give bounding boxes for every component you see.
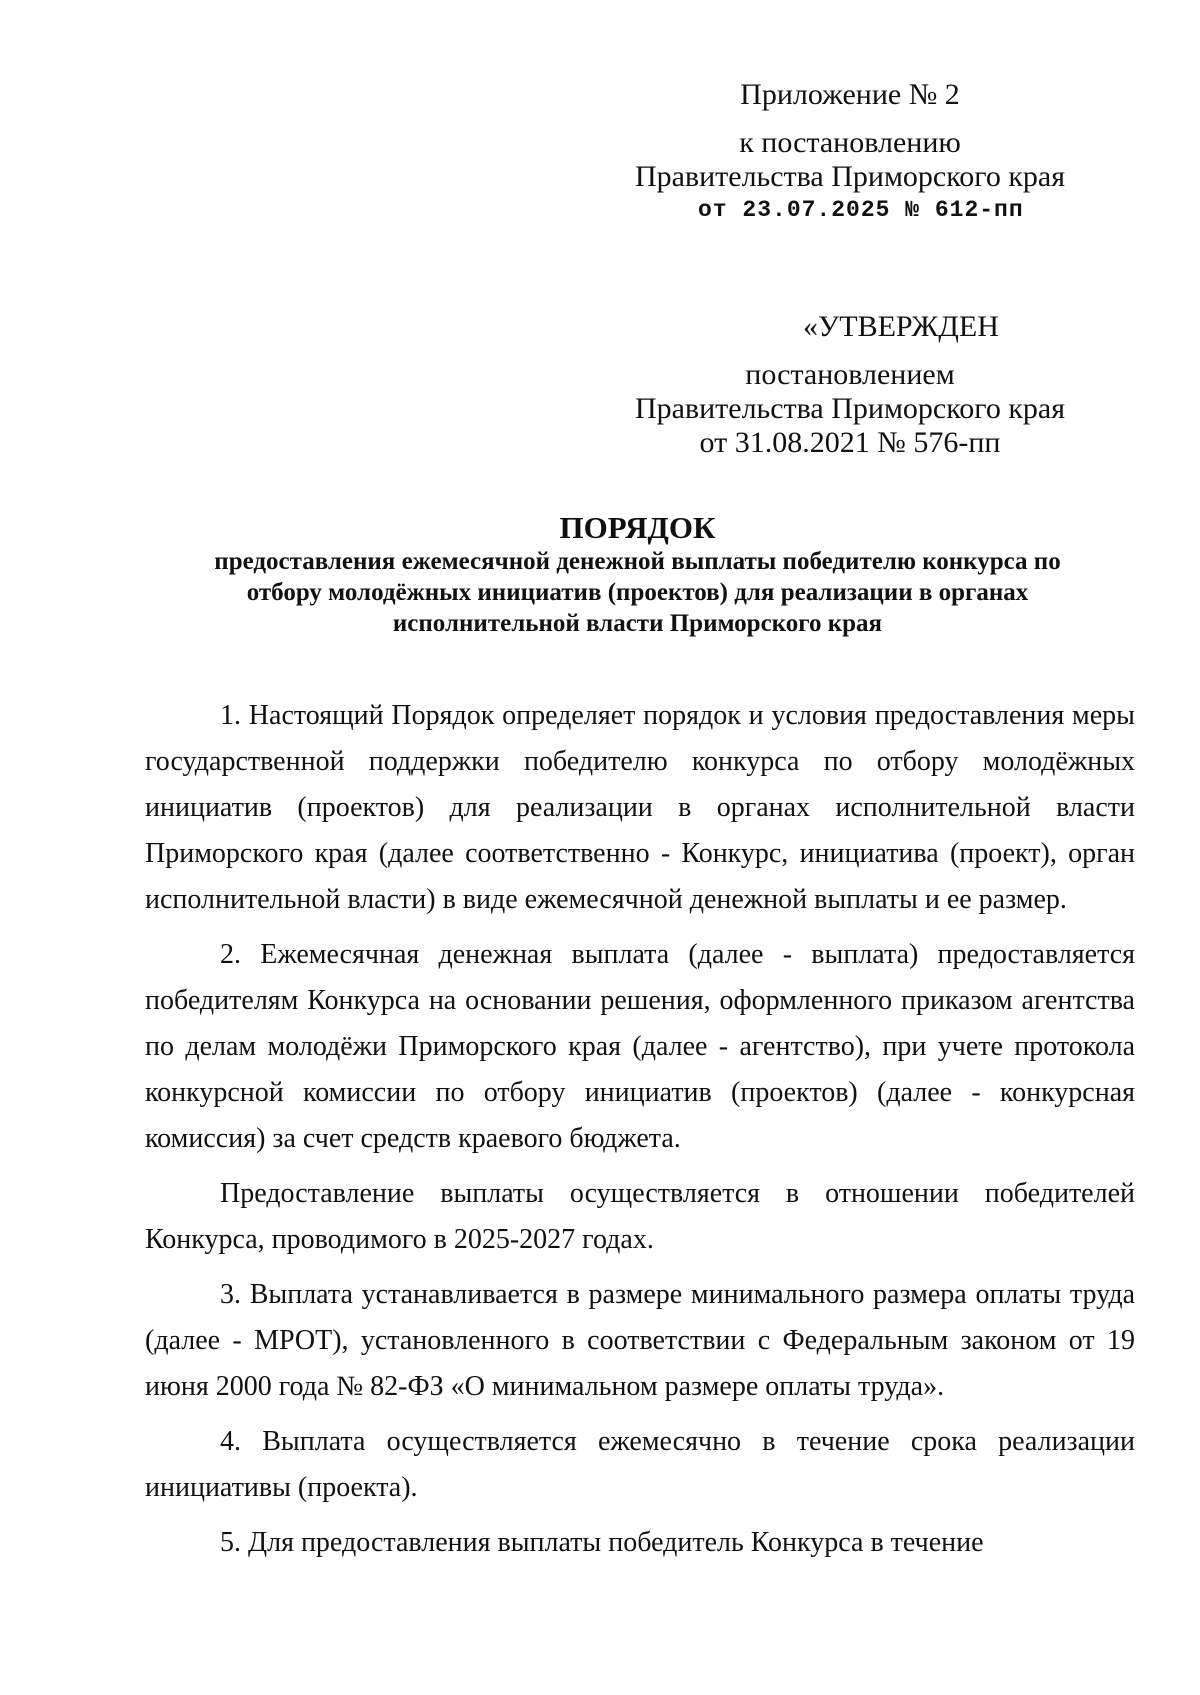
title-line-3: исполнительной власти Приморского края (392, 610, 883, 637)
resolution-number-stamp: от 23.07.2025 № 612-пп (698, 197, 1024, 223)
document-title (105, 510, 1170, 639)
appendix-number: Приложение № 2 (740, 78, 960, 111)
paragraph-2: 2. Ежемесячная денежная выплата (далее - выплата) предоставляется победителям Конкурса на основании решения, оформленного приказом агентства по делам молодёжи Приморского края (далее - агентство), при учете протокола конкурсной комиссии по отбору инициатив (проектов) (далее - конкурсная комиссия) за счет средств краевого бюджета. (145, 939, 1135, 1154)
approval-block (625, 310, 1075, 460)
title-line-1: предоставления ежемесячной денежной выплаты победителю конкурса по (214, 548, 1061, 575)
paragraph-1: 1. Настоящий Порядок определяет порядок и условия предоставления меры государственной поддержки победителю конкурса по отбору молодёжных инициатив (проектов) для реализации в органах исполнительной власти Приморского края (далее соответственно - Конкурс, инициатива (проект), орган исполнительной власти) в виде ежемесячной денежной выплаты и ее размер. (145, 700, 1135, 915)
approved-by-resolution: постановлением (745, 358, 955, 391)
document-body (145, 693, 1135, 1566)
document-heading: ПОРЯДОК (559, 510, 716, 545)
paragraph-2-continuation: Предоставление выплаты осуществляется в отношении победителей Конкурса, проводимого в 2025-2027 годах. (145, 1178, 1135, 1255)
approved-government-name: Правительства Приморского края (634, 392, 1066, 425)
appendix-header (625, 78, 1075, 226)
to-resolution-text: к постановлению (739, 126, 961, 159)
title-line-2: отбору молодёжных инициатив (проектов) для реализации в органах (246, 579, 1029, 606)
approved-date-number: от 31.08.2021 № 576-пп (699, 426, 1001, 459)
paragraph-4: 4. Выплата осуществляется ежемесячно в течение срока реализации инициативы (проекта). (145, 1426, 1135, 1503)
approved-label: «УТВЕРЖДЕН (803, 310, 999, 343)
paragraph-3: 3. Выплата устанавливается в размере минимального размера оплаты труда (далее - МРОТ), установленного в соответствии с Федеральным законом от 19 июня 2000 года № 82-ФЗ «О минимальном размере оплаты труда». (145, 1279, 1135, 1402)
paragraph-5: 5. Для предоставления выплаты победитель Конкурса в течение (220, 1527, 984, 1558)
government-name: Правительства Приморского края (634, 160, 1066, 193)
